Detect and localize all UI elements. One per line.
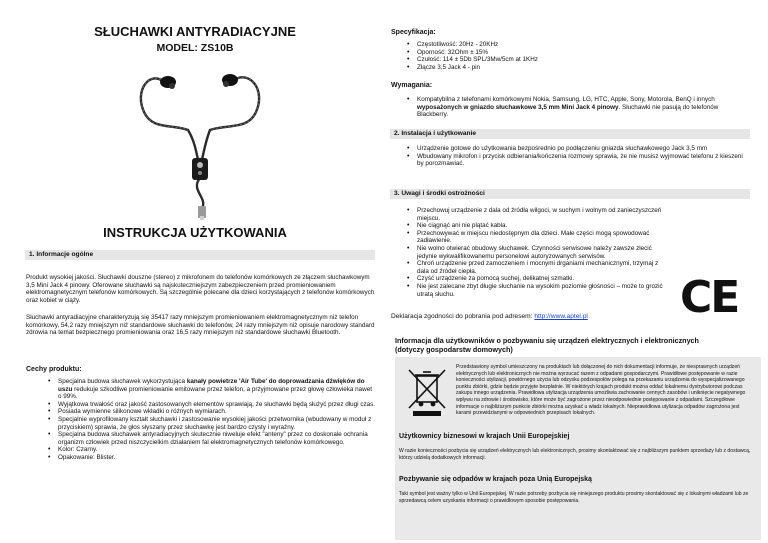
list-item: • Kompatybilna z telefonami komórkowymi Nokia, Samsung, LG, HTC, Apple, Sony, Motorola, BenQ i innych wyposażonych w gniazdo słuchawkowe 3,5 mm Mini Jack 4 pinowy. Słuchawki nie pasują do telefonów Blackberry. [407,96,747,119]
intro-paragraph-1: Produkt wysokiej jakości. Słuchawki douszne (stereo) z mikrofonem do telefonów komórkowych ze złączem słuchawkowym 3,5 Mini Jack 4 pinowy. Oferowane słuchawki są najskuteczniejszym zabezpieczeniem przed promieniowaniem elektromagnetycznym telefonów komórkowych. Są szczególnie polecane dla dzieci korzystających z telefonów komórkowych oraz kobiet w ciąży. [26,274,375,304]
spec-list [407,41,747,71]
list-item: • Nie jest zalecane zbyt długie słuchanie na wysokim poziomie głośności – może to grozić utratą słuchu. [407,283,669,298]
list-item: • Specjalnie wyprofilowany kształt słuchawki i zastosowanie wysokiej jakości przetwornika (wbudowany w moduł z przyciskiem) sprawia, że głos słyszany przez słuchawkę jest bardzo czysty i wyraźny. [48,416,376,431]
product-title: SŁUCHAWKI ANTYRADIACYJNE [94,24,296,39]
declaration-link[interactable]: http://www.aptel.pl [534,313,588,320]
list-item: • Specjalna budowa słuchawek wykorzystująca kanały powietrze 'Air Tube' do doprowadzania dźwięków do uszu redukuje szkodliwe promieniowanie emitowane przez telefon, a przyjmowane przez głowę człowieka nawet o 99%. [48,378,376,401]
ce-mark-icon: CE [680,272,739,323]
outside-eu-body: Taki symbol jest ważny tylko w Unii Europejskej. W razie potrzeby pozbycia się niniejszego produktu prosimy skontaktować się z lokalnymi władzami lub ze sprzedawcą celem uzyskania informacji o prawidłowym sposobie postępowania. [399,491,749,504]
requirements-list [407,96,747,119]
manual-title: INSTRUKCJA UŻYTKOWANIA [103,225,287,240]
section-2-header: 2. Instalacja i użytkowanie [390,129,750,139]
features-list [48,378,376,462]
list-item: • Czułość: 114 ± 5Db SPL/3Mw/5cm at 1KHz [407,56,747,64]
list-item: • Oporność: 32Ohm ± 15% [407,49,747,57]
list-item: • Złącze 3,5 Jack 4 - pin [407,64,747,72]
section-1-header: 1. Informacje ogólne [25,250,375,260]
installation-list [407,145,747,168]
requirements-header: Wymagania: [391,82,433,89]
list-item: • Nie ciągnąć ani nie plątać kabla. [407,222,669,230]
list-item: • Posiada wymienne silikonowe wkładki o różnych wymiarach. [48,408,376,416]
earphones-photo [130,60,270,220]
list-item: • Nie wolno otwierać obudowy słuchawek. Czynności serwisowe należy zawsze zlecić jedynie wykwalifikowanemu personelowi autoryzowanych serwisów. [407,245,669,260]
list-item: • Kolor: Czarny. [48,446,376,454]
list-item: • Wbudowany mikrofon i przycisk odbierania/kończenia rozmowy sprawia, że nie musisz wyjmować telefonu z kieszeni by porozmawiać. [407,153,747,168]
business-body: W razie konieczności pozbycia się urządzeń elektrycznych lub elektronicznych, prosimy skontaktować się z najbliższym punktem sprzedaży lub z dostawcą, którzy udzielą dodatkowych informacji. [399,448,751,461]
section-3-header: 3. Uwagi i środki ostrożności [390,189,750,199]
list-item: • Przechowuj urządzenie z dala od źródła wilgoci, w suchym i wolnym od zanieczyszczeń miejscu. [407,207,669,222]
crossed-bin-icon [405,366,449,418]
list-item: • Chroń urządzenie przed zamoczeniem i mocnymi drganiami mechanicznymi, trzymaj z dala od źródeł ciepła. [407,260,669,275]
list-item: • Przechowywać w miejscu niedostępnym dla dzieci. Małe części mogą spowodować zadławienie. [407,230,669,245]
list-item: • Urządzenie gotowe do użytkowania bezpośrednio po podłączeniu gniazda słuchawkowego Jack 3,5 mm [407,145,747,153]
weee-body: Przedstawiony symbol umieszczony na produktach lub dołączonej do nich dokumentacji informuje, że niesprawnych urządzeń elektrycznych lub elektronicznych nie można wyrzucać razem z odpadami gospodarczymi. Prawidłowe postępowanie w razie konieczności utylizacji, powtórnego użycia lub odzysku podzespołów polega na przekazaniu urządzenia do wyspecjalizowanego punktu zbiórki, gdzie będzie przyjęte bezpłatnie. W niektórych krajach produkt można oddać lokalnemu dystrybutorowi podczas zakupu innego urządzenia. Prawidłowa utylizacja urządzenia umożliwia zachowanie cennych zasobów i uniknięcie negatywnego wpływu na zdrowie i środowisko, które może być zagrożone przez nieodpowiednie postępowanie z odpadami. Szczegółowe informacje o najbliższym punkcie zbiórki można uzyskać u władz lokalnych. Nieprawidłowa utylizacja odpadów zagrożona jest karami przewidzianymi w odpowiednich przepisach lokalnych. [456,364,746,417]
declaration [391,313,588,320]
outside-eu-title: Pozbywanie się odpadów w krajach poza Unią Europejską [399,476,592,483]
list-item: • Specjalna budowa słuchawek antyradiacyjnych skutecznie niweluje efekt "anteny" przez co doskonale ochrania organizm człowiek przed niszczycielkim działaniem fal elektromagnetycznych telefonów komórkowego. [48,431,376,446]
spec-header: Specyfikacja: [391,29,436,36]
notes-list [407,207,669,298]
features-header: Cechy produktu: [26,366,82,373]
list-item: • Wyjątkowa trwałość oraz jakość zastosowanych elementów sprawiają, że słuchawki będą służyć przez długi czas. [48,401,376,409]
list-item: • Opakowanie: Blister. [48,454,376,462]
list-item: • Częstotliwość: 20Hz - 20KHz [407,41,747,49]
declaration-text: Deklaracja zgodności do pobrania pod adresem: [391,313,535,320]
model-label: MODEL: ZS10B [156,42,234,54]
list-item: • Czyść urządzenie za pomocą suchej, delikatnej szmatki. [407,275,669,283]
business-title: Użytkownicy biznesowi w krajach Unii Europejskiej [399,433,570,440]
weee-title: Informacja dla użytkowników o pozbywaniu się urządzeń elektrycznych i elektronicznych (dotyczy gospodarstw domowych) [395,336,699,354]
intro-paragraph-2: Słuchawki antyradiacyjne charakteryzują się 35417 razy mniejszym promieniowaniem elektromagnetycznym niż telefon komórkowy, 54,2 razy mniejszym niż standardowe słuchawki do telefonów, 24 razy mniejszym niż opisuje narodowy standard zdrowia na temat bezpiecznego promieniowania oraz 16,5 razy mniejszym niż standardowe słuchawki Bluetooth. [26,314,375,337]
